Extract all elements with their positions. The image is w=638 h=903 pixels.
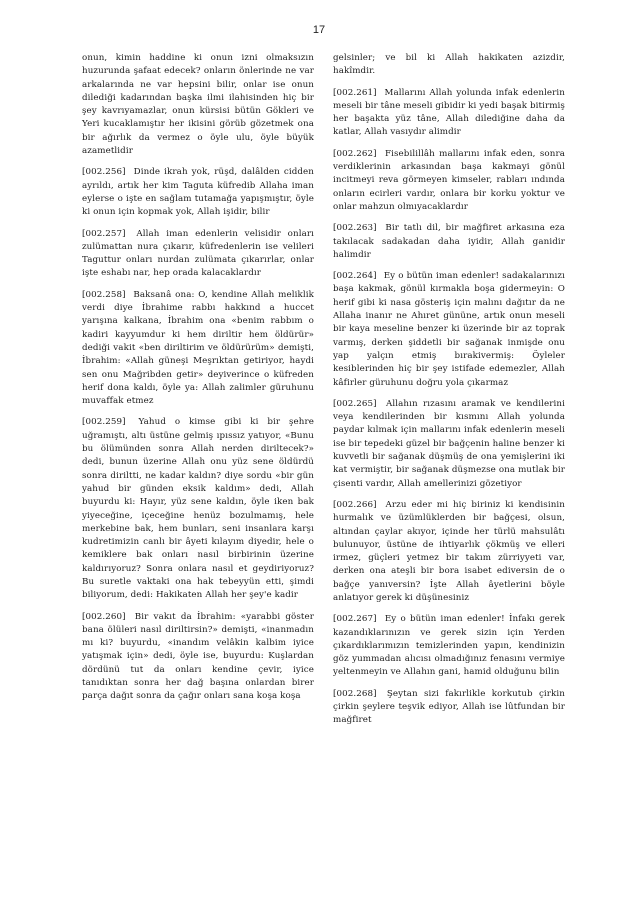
right-column	[333, 52, 565, 736]
verse-paragraph	[82, 166, 314, 219]
verse-text: Yahud o kimse gibi ki bir şehre uğramıştı, altı üstüne gelmiş ıpıssız yatıyor, «Bunu bu ölümünden sonra Allah nerden diriltecek?» dedi, bunun üzerine Allah onu yüz sene öldürdü sonra diriltti, ne kadar kaldın? diye sordu «bir gün yahud bir günden eksik kaldım» dedi, Allah buyurdu ki: Hayır, yüz sene kaldın, öyle iken bak yiyeceğine, içeceğine henüz bozulmamış, hele merkebine bak, hem bunları, seni insanlara karşı kudretimizin canlı bir âyeti kılayım diyedir, hele o kemiklere bak onları nasıl birbirinin üzerine kaldırıyoruz? Sonra onlara nasıl et geydiriyoruz? Bu suretle vaktaki ona hak tebeyyün etti, şimdi biliyorum, dedi: Hakikaten Allah her şey'e kadir	[82, 417, 314, 601]
verse-paragraph	[333, 499, 565, 605]
verse-text: Ey o bütün iman edenler! sadakalarınızı başa kakmak, gönül kırmakla boşa gidermeyin: O herif gibi ki nasa gösteriş için malını dağıtır da ne Allaha inanır ne Ahıret gününe, artık onun meseli bir kaya meseline benzer ki üzerinde bir az toprak varmış, derken şiddetli bir sağanak inmişde onu yap yalçın etmiş bırakivermiş: Öyleler kesiblerinden hiç bir şey istifade edemezler, Allah kâfirler güruhunu doğru yola çıkarmaz	[333, 271, 565, 388]
verse-reference: [002.256]	[82, 167, 126, 178]
verse-text: Dinde ikrah yok, rüşd, dalâlden cidden ayrıldı, artık her kim Taguta küfredib Allaha iman eylerse o işte en sağlam tutamağa yapışmıştır, öyle ki onun için kopmak yok, Allah işidir, bilir	[82, 167, 314, 218]
verse-text: Bir vakıt da İbrahim: «yarabbi göster bana ölüleri nasıl diriltirsin?» demişti, «inanmadın mı ki? buyurdu, «inandım velâkin kalbim iyice yatışmak için» dedi, öyle ise, buyurdu: Kuşlardan dördünü tut da onları kendine çevir, iyice tanıdıktan sonra her dağ başına onlardan birer parça dağıt sonra da çağır onları sana koşa koşa	[82, 611, 314, 702]
verse-reference: [002.265]	[333, 398, 377, 409]
verse-paragraph	[333, 398, 565, 491]
page-number: 17	[312, 24, 326, 36]
paragraph-text: gelsinler; ve bil ki Allah hakikaten azizdir, hakîmdir.	[333, 53, 565, 77]
left-column	[82, 52, 314, 712]
verse-text: Mallarını Allah yolunda infak edenlerin meseli bir tâne meseli gibidir ki yedi başak bitirmiş her başakta yüz tâne, Allah dilediğine daha da katlar, Allah vasıydır alimdir	[333, 87, 565, 138]
verse-text: Ey o bütün iman edenler! İnfakı gerek kazandıklarınızın ve gerek sizin için Yerden çıkardıklarımızın temizlerinden yapın, kendinizin göz yummadan alıcısı olmadığınız fenasını vermiye yeltenmeyin ve Allahın gani, hamid olduğunu bilin	[333, 614, 565, 678]
paragraph	[333, 52, 565, 79]
verse-reference: [002.258]	[82, 289, 126, 300]
paragraph	[82, 52, 314, 158]
verse-paragraph	[333, 270, 565, 390]
verse-paragraph	[333, 87, 565, 140]
verse-reference: [002.260]	[82, 611, 126, 622]
verse-text: Allah iman edenlerin velisidir onları zulümattan nura çıkarır, küfredenlerin ise velileri Taguttur onları nurdan zulümata çıkarırlar, onlar işte eshabı nar, hep orada kalacaklardır	[82, 228, 314, 279]
verse-text: Baksanâ ona: O, kendine Allah meliklik verdi diye İbrahime rabbı hakkınd a huccet yarışına kalkana, İbrahim ona «benim rabbım o kadiri kayyumdur ki hem diriltir hem öldürür» dediği vakit «ben diriltirim ve öldürürüm» demişti, İbrahim: «Allah güneşi Meşrıktan getiriyor, haydi sen onu Mağribden getir» deyiverince o küfreden herif dona kaldı, öyle ya: Allah zalimler güruhunu muvaffak etmez	[82, 289, 314, 407]
verse-paragraph	[333, 688, 565, 728]
verse-reference: [002.261]	[333, 87, 377, 98]
verse-text: Allahın rızasını aramak ve kendilerini veya kendilerinden bir kısmını Allah yolunda paydar kılmak için mallarını infak edenlerin meseli ise bir tepedeki güzel bir bağçenin haline benzer ki kuvvetli bir sağanak düşmüş de ona yemişlerini iki kat vermiştir, bir sağanak düşmezse ona mutlak bir çisenti vardır, Allah amellerinizi gözetiyor	[333, 398, 565, 489]
verse-reference: [002.264]	[333, 271, 377, 282]
verse-paragraph	[333, 148, 565, 214]
verse-paragraph	[333, 222, 565, 262]
verse-reference: [002.266]	[333, 499, 377, 510]
verse-reference: [002.268]	[333, 688, 377, 699]
verse-text: Fisebilillâh mallarını infak eden, sonra verdiklerinin arkasından başa kakmayi gönül incitmeyi reva görmeyen kimseler, rabları ındında onların ecirleri vardır, onlara bir korku yoktur ve onlar mahzun olmıyacaklardır	[333, 148, 565, 212]
verse-reference: [002.267]	[333, 614, 377, 625]
verse-reference: [002.263]	[333, 223, 377, 234]
verse-paragraph	[82, 289, 314, 409]
verse-text: Bir tatlı dil, bir mağfiret arkasına eza takılacak sadakadan daha iyidir, Allah ganidir halimdir	[333, 223, 565, 260]
verse-paragraph	[333, 613, 565, 679]
verse-reference: [002.262]	[333, 148, 377, 159]
verse-paragraph	[82, 416, 314, 602]
verse-paragraph	[82, 611, 314, 704]
verse-reference: [002.259]	[82, 417, 126, 428]
verse-text: Arzu eder mi hiç biriniz ki kendisinin hurmalık ve üzümlüklerden bir bağçesi, olsun, altından çaylar akıyor, içinde her türlü mahsulâtı bulunuyor, üstüne de ihtiyarlık çökmüş ve elleri irmez, güçleri yetmez bir takım zürriyyeti var, derken ona ateşli bir bora isabet ediversin de o bağçe yanıversin? İşte Allah âyetlerini böyle anlatıyor gerek ki düşünesiniz	[333, 499, 565, 603]
paragraph-text: onun, kimin haddine ki onun izni olmaksızın huzurunda şafaat edecek? onların önlerinde ne var arkalarında ne var hepsini bilir, onlar ise onun dilediği kadarından başka ilmi ilahisinden hiç bir şey kavrıyamazlar, onun kürsisi bütün Gökleri ve Yeri kucaklamıştır her ikisini görüb gözetmek ona bir ağırlık da vermez o öyle ulu, öyle büyük azametlidir	[82, 53, 314, 157]
verse-reference: [002.257]	[82, 228, 126, 239]
verse-paragraph	[82, 228, 314, 281]
verse-text: Şeytan sizi fakırlikle korkutub çirkin çirkin şeylere teşvik ediyor, Allah ise lûtfundan bir mağfiret	[333, 688, 565, 726]
